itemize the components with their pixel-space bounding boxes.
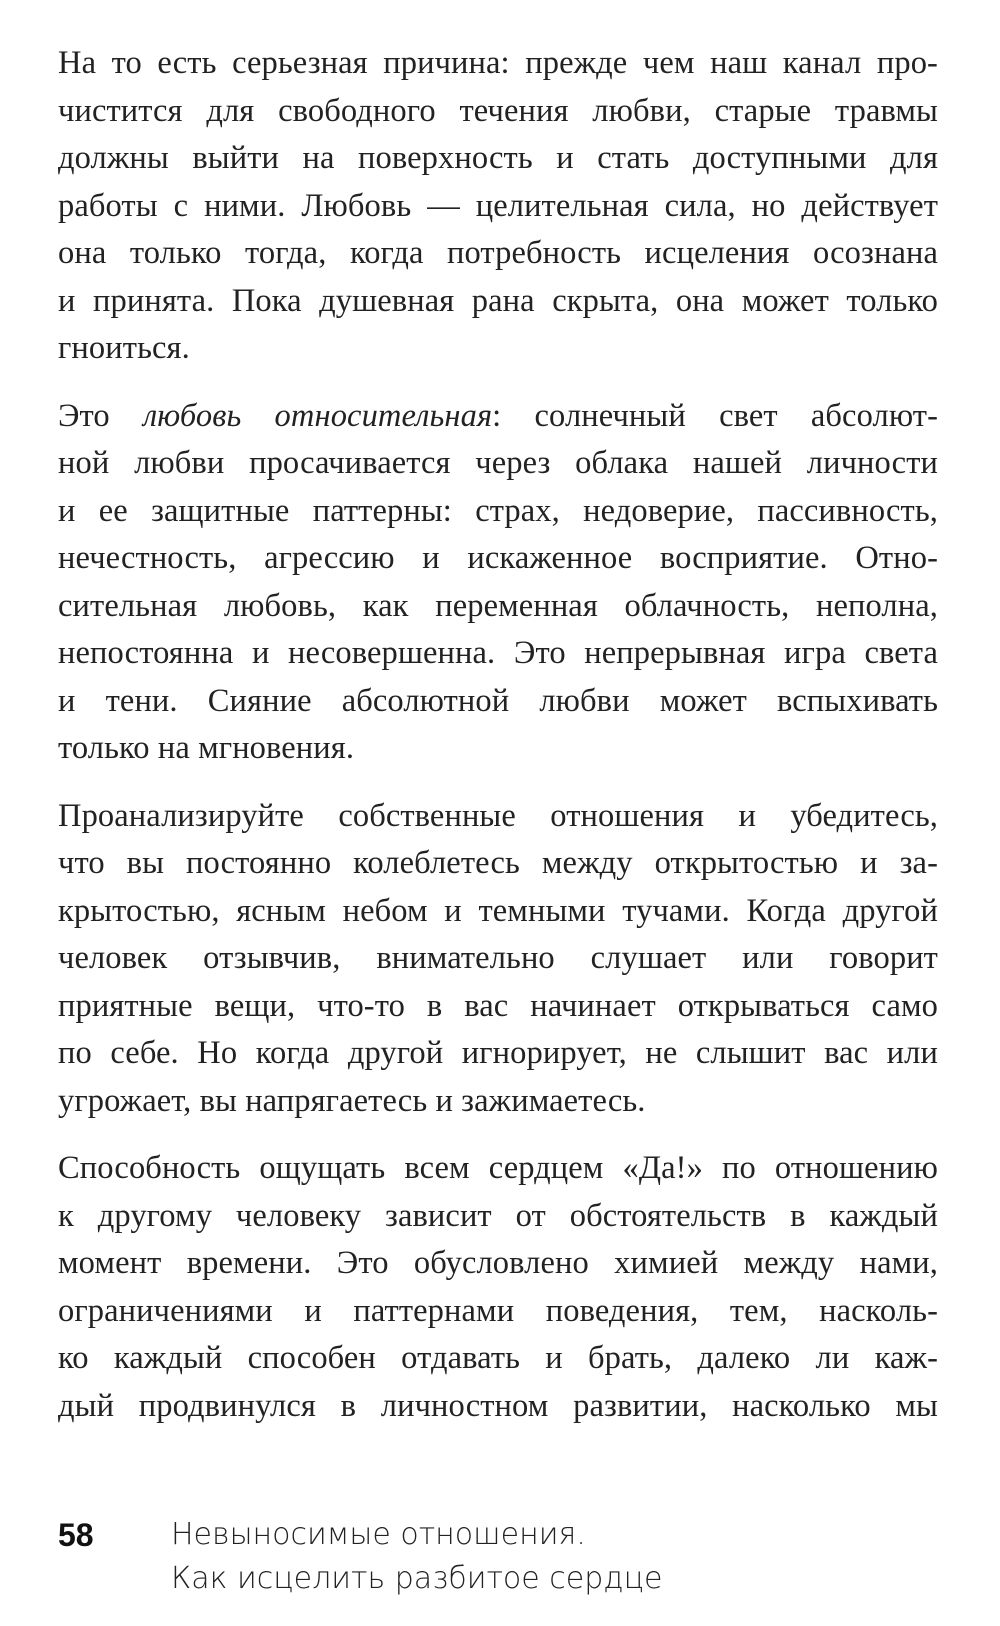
text-line: ко каждый способен отдавать и брать, далеко ли каж- bbox=[58, 1340, 938, 1376]
paragraph-2 bbox=[58, 393, 938, 773]
text-line: гноиться. bbox=[58, 330, 190, 366]
text-line: угрожает, вы напрягаетесь и зажимаетесь. bbox=[58, 1082, 646, 1119]
body-text bbox=[58, 40, 938, 1430]
text-line: На то есть серьезная причина: прежде чем наш канал про- bbox=[58, 45, 938, 81]
running-title-line-2: Как исцелить разбитое сердце bbox=[171, 1561, 663, 1596]
text-line: непостоянна и несовершенна. Это непрерывная игра света bbox=[58, 635, 938, 671]
text-line: и ее защитные паттерны: страх, недоверие, пассивность, bbox=[58, 492, 938, 529]
text-line: и принята. Пока душевная рана скрыта, она может только bbox=[58, 282, 938, 319]
text-line: нечестность, агрессию и искаженное восприятие. Отно- bbox=[58, 540, 938, 576]
text-line: она только тогда, когда потребность исцеления осознана bbox=[58, 235, 938, 271]
text-line: по себе. Но когда другой игнорирует, не слышит вас или bbox=[58, 1035, 938, 1071]
text-line: дый продвинулся в личностном развитии, насколько мы bbox=[58, 1387, 938, 1424]
text-fragment: Это bbox=[58, 397, 144, 434]
text-line: только на мгновения. bbox=[58, 730, 355, 766]
text-line: работы с ними. Любовь — целительная сила, но действует bbox=[58, 187, 938, 224]
paragraph-4 bbox=[58, 1145, 938, 1430]
page-number: 58 bbox=[58, 1517, 94, 1553]
text-line: Проанализируйте собственные отношения и убедитесь, bbox=[58, 797, 938, 834]
paragraph-3 bbox=[58, 793, 938, 1126]
text-line: и тени. Сияние абсолютной любви может вспыхивать bbox=[58, 682, 938, 719]
text-line: сительная любовь, как переменная облачность, неполна, bbox=[58, 587, 938, 624]
text-line: приятные вещи, что-то в вас начинает открываться само bbox=[58, 987, 938, 1024]
running-title bbox=[171, 1513, 662, 1601]
italic-term: любовь относительная bbox=[143, 397, 493, 434]
running-title-line-1: Невыносимые отношения. bbox=[171, 1517, 586, 1552]
text-line: момент времени. Это обусловлено химией между нами, bbox=[58, 1245, 938, 1281]
text-line: ной любви просачивается через облака нашей личности bbox=[58, 445, 938, 481]
text-line: человек отзывчив, внимательно слушает или говорит bbox=[58, 940, 938, 976]
text-line: чистится для свободного течения любви, старые травмы bbox=[58, 92, 938, 129]
text-line: ограничениями и паттернами поведения, тем, насколь- bbox=[58, 1292, 938, 1329]
paragraph-1 bbox=[58, 40, 938, 373]
text-line: крытостью, ясным небом и темными тучами. Когда другой bbox=[58, 892, 938, 929]
text-fragment: : солнечный свет абсолют- bbox=[492, 397, 939, 434]
text-line: что вы постоянно колеблетесь между открытостью и за- bbox=[58, 845, 938, 881]
text-line bbox=[58, 393, 938, 441]
text-line: к другому человеку зависит от обстоятельств в каждый bbox=[58, 1197, 938, 1234]
text-line: Способность ощущать всем сердцем «Да!» по отношению bbox=[58, 1150, 938, 1186]
text-line: должны выйти на поверхность и стать доступными для bbox=[58, 140, 938, 176]
